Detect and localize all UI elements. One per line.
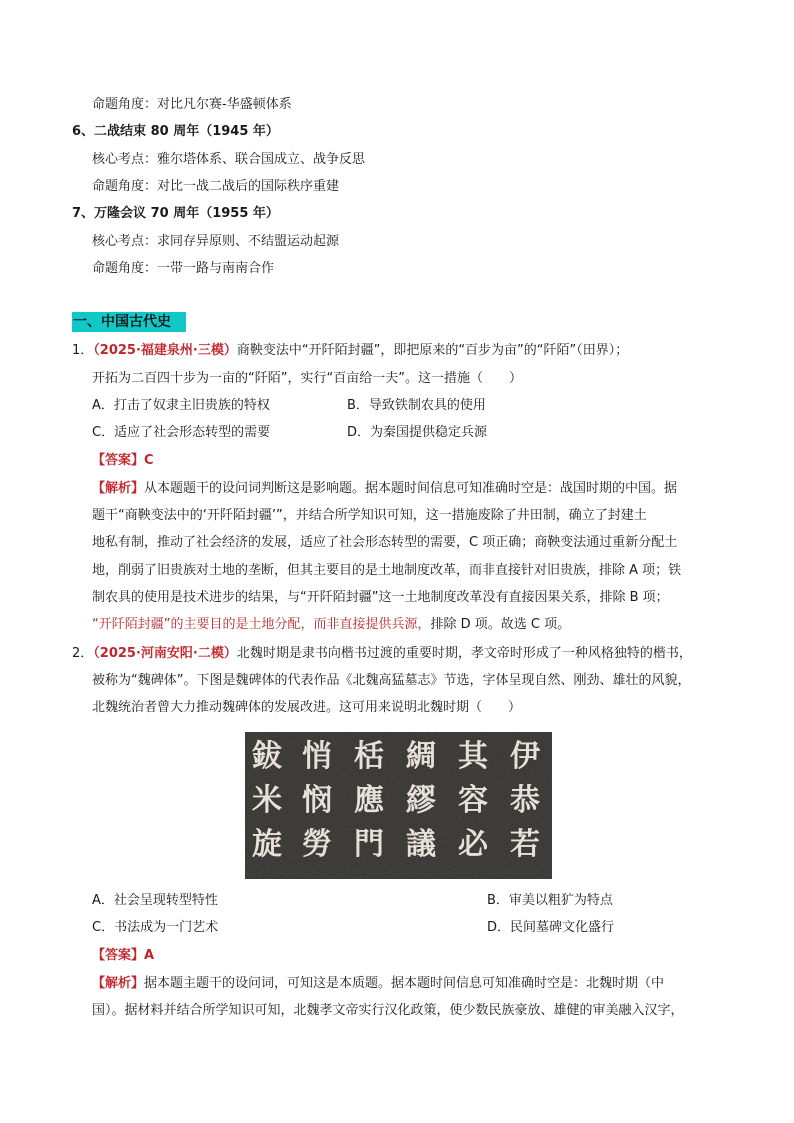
analysis-text: 从本题题干的设问词判断这是影响题。据本题时间信息可知准确时空是：战国时期的中国。据 xyxy=(144,481,678,496)
analysis-text: 排除 D 项。故选 C 项。 xyxy=(430,617,571,632)
question-1-option-a: A．打击了奴隶主旧贵族的特权 xyxy=(92,398,270,413)
question-1-answer xyxy=(92,452,154,470)
question-1-option-d: D．为秦国提供稳定兵源 xyxy=(347,425,488,440)
question-1-stem-text: 商鞅变法中“开阡陌封疆”，即把原来的“百步为亩”的“阡陌”（田界）； xyxy=(236,343,629,358)
analysis-label: 【解析】 xyxy=(92,976,145,991)
question-1-source: （2025·福建泉州·三模） xyxy=(93,343,237,358)
stele-character: 旋 xyxy=(252,827,282,862)
item-6-angle: 命题角度：对比一战二战后的国际秩序重建 xyxy=(92,179,340,194)
stele-character: 伊 xyxy=(510,739,540,774)
stele-rubbing-svg xyxy=(245,732,552,879)
item-7-angle: 命题角度：一带一路与南南合作 xyxy=(92,261,275,276)
question-1-analysis-line4: 地，削弱了旧贵族对土地的垄断，但其主要目的是土地制度改革，而非直接针对旧贵族，排除 A 项；铁 xyxy=(92,563,682,578)
question-2-stem-line1 xyxy=(72,645,692,663)
question-2-analysis-line2: 国）。据材料并结合所学知识可知，北魏孝文帝实行汉化政策，使少数民族豪放、雄健的审美融入汉字， xyxy=(92,1003,684,1018)
question-1-analysis-line6 xyxy=(92,616,570,634)
item-7-title: 7、万隆会议 70 周年（1955 年） xyxy=(72,206,279,221)
question-1-number: 1． xyxy=(72,343,94,358)
question-2-option-d: D．民间墓碑文化盛行 xyxy=(487,920,615,935)
question-1-analysis-line3: 地私有制，推动了社会经济的发展，适应了社会形态转型的需要，C 项正确；商鞅变法通过重新分配土 xyxy=(92,535,678,550)
item-6-core: 核心考点：雅尔塔体系、联合国成立、战争反思 xyxy=(92,152,366,167)
question-1-stem-line1 xyxy=(72,342,628,360)
question-2-answer xyxy=(92,947,154,965)
answer-label: 【答案】 xyxy=(92,948,145,963)
question-2-stem-line2: 被称为“魏碑体”。下图是魏碑体的代表作品《北魏高猛墓志》节选，字体呈现自然、刚劲、雄壮的风貌， xyxy=(92,673,691,688)
question-1-analysis-line1 xyxy=(92,480,677,498)
stele-character: 必 xyxy=(458,827,488,862)
question-1-analysis-line5: 制农具的使用是技术进步的结果，与“开阡陌封疆”这一土地制度改革没有直接因果关系，排除 B 项； xyxy=(92,590,669,605)
section-title: 一、中国古代史 xyxy=(72,312,186,332)
analysis-highlight: “开阡陌封疆”的主要目的是土地分配，而非直接提供兵源， xyxy=(92,617,431,632)
stele-character: 容 xyxy=(458,783,488,818)
stele-character: 勞 xyxy=(302,827,332,862)
question-1-option-c: C．适应了社会形态转型的需要 xyxy=(92,425,271,440)
stele-character: 綢 xyxy=(406,739,436,774)
question-1-analysis-line2: 题干“商鞅变法中的‘开阡陌封疆’”，并结合所学知识可知，这一措施废除了井田制，确立了封建土 xyxy=(92,508,647,523)
answer-value: C xyxy=(144,453,154,468)
stele-character: 其 xyxy=(458,739,488,774)
analysis-text: 据本题主题干的设问词，可知这是本质题。据本题时间信息可知准确时空是：北魏时期（中 xyxy=(144,976,665,991)
intro-angle-line: 命题角度：对比凡尔赛-华盛顿体系 xyxy=(92,97,292,112)
stele-character: 議 xyxy=(406,827,436,862)
item-7-core: 核心考点：求同存异原则、不结盟运动起源 xyxy=(92,234,340,249)
stele-rubbing-image xyxy=(245,732,552,879)
stele-character: 悄 xyxy=(302,739,332,774)
question-2-option-a: A．社会呈现转型特性 xyxy=(92,893,218,908)
question-2-option-b: B．审美以粗犷为特点 xyxy=(487,893,613,908)
stele-character: 鈸 xyxy=(252,739,282,774)
question-2-stem-line3: 北魏统治者曾大力推动魏碑体的发展改进。这可用来说明北魏时期（ ） xyxy=(92,700,522,715)
answer-value: A xyxy=(144,948,155,963)
question-2-analysis-line1 xyxy=(92,975,664,993)
question-1-stem-line2: 开拓为二百四十步为一亩的“阡陌”，实行“百亩给一夫”。这一措施（ ） xyxy=(92,371,522,386)
answer-label: 【答案】 xyxy=(92,453,145,468)
question-2-number: 2． xyxy=(72,646,94,661)
stele-character: 恭 xyxy=(510,783,540,818)
question-2-option-c: C．书法成为一门艺术 xyxy=(92,920,219,935)
question-1-option-b: B．导致铁制农具的使用 xyxy=(347,398,486,413)
stele-character: 若 xyxy=(510,827,540,862)
stele-character: 悯 xyxy=(302,783,332,818)
stele-character: 應 xyxy=(354,783,384,818)
stele-character: 繆 xyxy=(406,783,436,818)
question-2-source: （2025·河南安阳·二模） xyxy=(93,646,237,661)
stele-character: 栝 xyxy=(354,739,384,774)
item-6-title: 6、二战结束 80 周年（1945 年） xyxy=(72,124,279,139)
analysis-label: 【解析】 xyxy=(92,481,145,496)
question-2-stem-text: 北魏时期是隶书向楷书过渡的重要时期，孝文帝时形成了一种风格独特的楷书， xyxy=(236,646,692,661)
stele-character: 米 xyxy=(252,783,282,818)
stele-character: 門 xyxy=(354,827,384,862)
